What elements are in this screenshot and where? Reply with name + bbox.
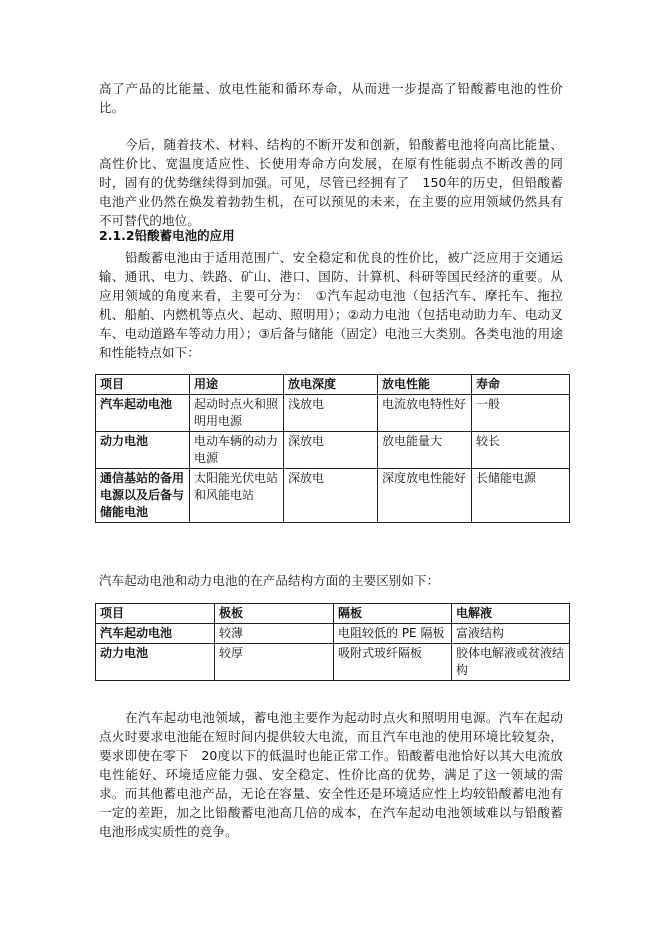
paragraph-future-development: 今后，随着技术、材料、结构的不断开发和创新，铅酸蓄电池将向高比能量、高性价比、宽温度适应性、长使用寿命方向发展，在原有性能弱点不断改善的同时，固有的优势继续得到加强。可见，尽管已经拥有了 150年的历史，但铅酸蓄电池产业仍然在焕发着勃勃生机，在可以预见的未来，在主要的应用领域仍然具有不可替代的地位。 (99, 137, 563, 228)
table-cell: 电动车辆的动力电源 (190, 432, 284, 469)
table-header-cell: 电解液 (452, 604, 570, 624)
table-cell: 富液结构 (452, 624, 570, 644)
table-cell: 较薄 (215, 624, 334, 644)
table-cell: 一般 (472, 395, 570, 432)
table-cell: 动力电池 (96, 432, 190, 469)
table-header-row (96, 604, 570, 624)
table-cell: 胶体电解液或贫液结构 (452, 644, 570, 681)
table-row (96, 469, 570, 523)
paragraph-starter-battery: 在汽车起动电池领域，蓄电池主要作为起动时点火和照明用电源。汽车在起动点火时要求电池能在短时间内提供较大电流，而且汽车电池的使用环境比较复杂，要求即使在零下 20度以下的低温时也能正常工作。铅酸蓄电池恰好以其大电流放电性能好、环境适应能力强、安全稳定、性价比高的优势，满足了这一领域的需求。而其他蓄电池产品，无论在容量、安全性还是环境适应性上均较铅酸蓄电池有一定的差距，加之比铅酸蓄电池高几倍的成本，在汽车起动电池领域难以与铅酸蓄电池形成实质性的竞争。 (99, 710, 563, 839)
table-cell: 深放电 (284, 469, 378, 523)
table-row (96, 644, 570, 681)
table-cell: 较长 (472, 432, 570, 469)
table-header-cell: 隔板 (334, 604, 452, 624)
battery-usage-table (95, 374, 570, 523)
table-cell: 电阻较低的 PE 隔板 (334, 624, 452, 644)
table-cell: 较厚 (215, 644, 334, 681)
table-cell: 汽车起动电池 (96, 624, 215, 644)
table-cell: 汽车起动电池 (96, 395, 190, 432)
table-cell: 电流放电特性好 (378, 395, 472, 432)
table-row (96, 395, 570, 432)
table-header-cell: 寿命 (472, 375, 570, 395)
section-heading: 2.1.2铅酸蓄电池的应用 (99, 228, 235, 243)
battery-structure-table (95, 603, 570, 681)
table-header-cell: 放电性能 (378, 375, 472, 395)
table-header-cell: 用途 (190, 375, 284, 395)
paragraph-structure-intro: 汽车起动电池和动力电池的在产品结构方面的主要区别如下： (99, 573, 440, 588)
table-cell: 起动时点火和照明用电源 (190, 395, 284, 432)
table-cell: 浅放电 (284, 395, 378, 432)
table-header-cell: 极板 (215, 604, 334, 624)
table-cell: 放电能量大 (378, 432, 472, 469)
table-cell: 通信基站的备用电源以及后备与储能电池 (96, 469, 190, 523)
paragraph-intro-continuation: 高了产品的比能量、放电性能和循环寿命，从而进一步提高了铅酸蓄电池的性价比。 (99, 81, 563, 115)
table-row (96, 432, 570, 469)
table-cell: 长储能电源 (472, 469, 570, 523)
table-cell: 太阳能光伏电站和风能电站 (190, 469, 284, 523)
table-header-row (96, 375, 570, 395)
table-header-cell: 项目 (96, 604, 215, 624)
table-cell: 吸附式玻纤隔板 (334, 644, 452, 681)
table-header-cell: 项目 (96, 375, 190, 395)
table-cell: 深度放电性能好 (378, 469, 472, 523)
table-header-cell: 放电深度 (284, 375, 378, 395)
table-cell: 动力电池 (96, 644, 215, 681)
table-row (96, 624, 570, 644)
table-cell: 深放电 (284, 432, 378, 469)
paragraph-applications: 铅酸蓄电池由于适用范围广、安全稳定和优良的性价比，被广泛应用于交通运输、通讯、电力、铁路、矿山、港口、国防、计算机、科研等国民经济的重要。从应用领域的角度来看，主要可分为： ①汽车起动电池（包括汽车、摩托车、拖拉机、船舶、内燃机等点火、起动、照明用）；②动力电池（包括电动助力车、电动叉车、电动道路车等动力用）；③后备与储能（固定）电池三大类别。各类电池的用途和性能特点如下： (99, 250, 563, 360)
